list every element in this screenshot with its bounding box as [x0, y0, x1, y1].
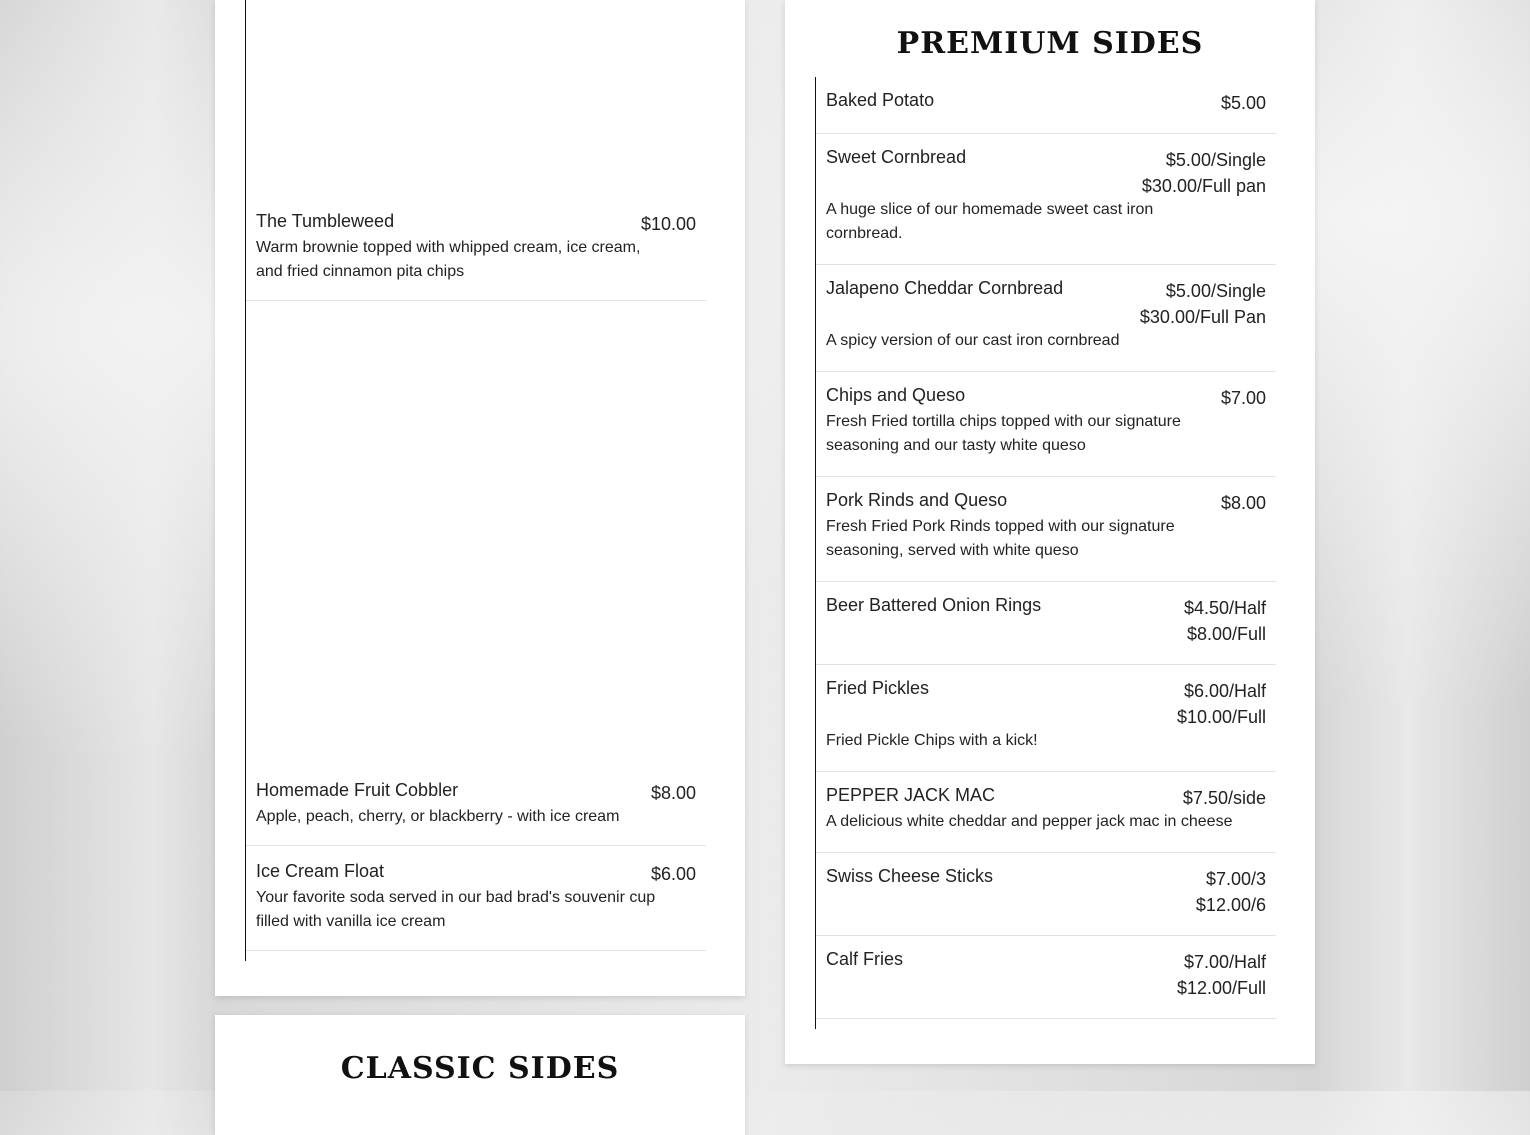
item-name: Calf Fries: [826, 949, 904, 969]
menu-item: [246, 775, 706, 846]
item-description: Apple, peach, cherry, or blackberry - with ice cream: [256, 808, 620, 825]
menu-item: [816, 863, 1276, 936]
item-name: Chips and Queso: [826, 385, 966, 405]
menu-item: [816, 144, 1276, 265]
item-description: A huge slice of our homemade sweet cast iron cornbread.: [826, 201, 1154, 242]
item-price: $5.00/Single $30.00/Full pan: [1141, 150, 1266, 196]
item-name: Jalapeno Cheddar Cornbread: [826, 278, 1064, 298]
menu-item: [816, 675, 1276, 772]
item-name: Swiss Cheese Sticks: [826, 866, 994, 886]
item-description: Fried Pickle Chips with a kick!: [826, 732, 1038, 749]
desserts-menu-list: [245, 0, 706, 961]
item-price: $5.00/Single $30.00/Full Pan: [1139, 281, 1266, 327]
premium-sides-card: [785, 0, 1315, 1064]
menu-item: [816, 592, 1276, 665]
menu-item: [816, 275, 1276, 372]
item-description: Fresh Fried tortilla chips topped with our signature seasoning and our tasty white queso: [826, 413, 1181, 454]
item-name: The Tumbleweed: [256, 211, 395, 231]
menu-item: [816, 946, 1276, 1019]
item-price: $6.00/Half $10.00/Full: [1176, 681, 1266, 727]
menu-item: [816, 487, 1276, 582]
item-description: Fresh Fried Pork Rinds topped with our signature seasoning, served with white queso: [826, 518, 1175, 559]
section-title: CLASSIC SIDES: [340, 1051, 620, 1086]
item-price: $7.00: [1220, 388, 1266, 408]
menu-item: [816, 382, 1276, 477]
item-name: Fried Pickles: [826, 678, 930, 698]
item-price: $5.00: [1220, 93, 1266, 113]
item-price: $6.00: [650, 864, 696, 884]
menu-item: [816, 782, 1276, 853]
item-price: $10.00: [640, 214, 696, 234]
menu-item: [246, 856, 706, 951]
item-price: $8.00: [650, 783, 696, 803]
menu-item: [816, 87, 1276, 134]
item-price: $7.50/side: [1182, 788, 1266, 808]
item-description: A spicy version of our cast iron cornbread: [826, 332, 1120, 349]
item-price: $8.00: [1220, 493, 1266, 513]
item-price: $7.00/Half $12.00/Full: [1176, 952, 1266, 998]
desserts-card: [215, 0, 745, 996]
item-description: Your favorite soda served in our bad brad's souvenir cup filled with vanilla ice cream: [256, 889, 656, 930]
menu-item: [246, 206, 706, 301]
item-name: Beer Battered Onion Rings: [826, 595, 1042, 615]
item-description: Warm brownie topped with whipped cream, ice cream, and fried cinnamon pita chips: [256, 239, 641, 280]
item-name: Sweet Cornbread: [826, 147, 967, 167]
item-name: Homemade Fruit Cobbler: [256, 780, 459, 800]
item-description: A delicious white cheddar and pepper jack mac in cheese: [826, 813, 1233, 830]
item-price: $4.50/Half $8.00/Full: [1183, 598, 1266, 644]
item-name: Pork Rinds and Queso: [826, 490, 1008, 510]
item-name: Baked Potato: [826, 90, 935, 110]
item-price: $7.00/3 $12.00/6: [1195, 869, 1266, 915]
premium-sides-menu-list: [815, 77, 1276, 1029]
classic-sides-card: [215, 1015, 745, 1135]
item-name: PEPPER JACK MAC: [826, 785, 996, 805]
section-title: PREMIUM SIDES: [896, 26, 1204, 61]
item-name: Ice Cream Float: [256, 861, 385, 881]
